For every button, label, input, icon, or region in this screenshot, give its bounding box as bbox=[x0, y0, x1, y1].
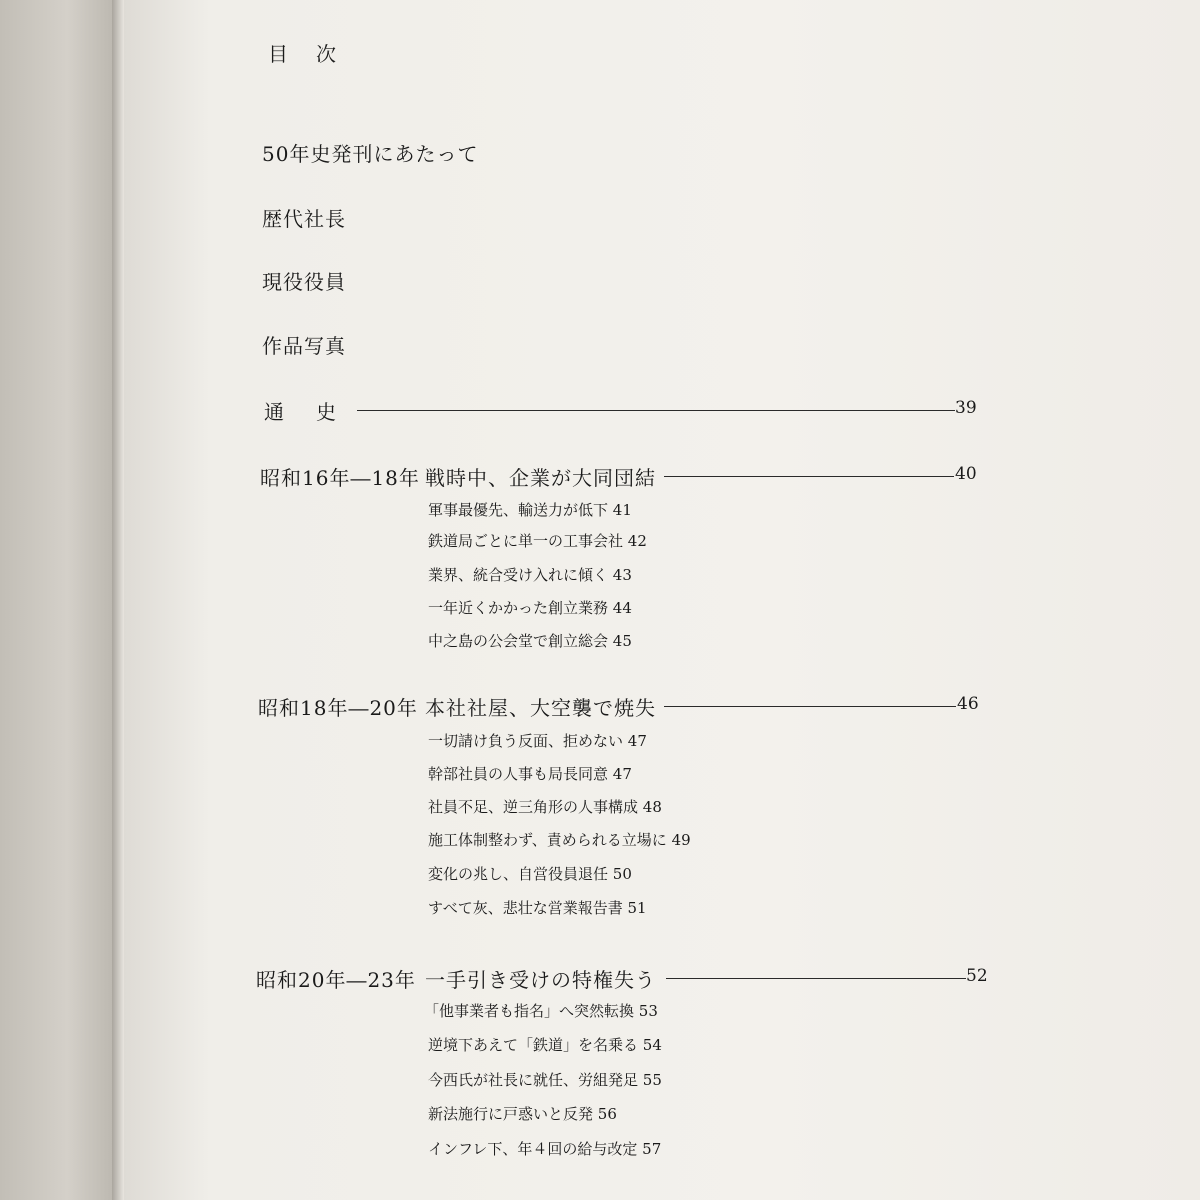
toc-subitem: 中之島の公会堂で創立総会 45 bbox=[428, 632, 632, 650]
toc-subitem: 「他事業者も指名」へ突然転換 53 bbox=[424, 1002, 658, 1020]
chapter-heading: 本社社屋、大空襲で焼失 bbox=[425, 696, 656, 720]
toc-subitem: すべて灰、悲壮な営業報告書 51 bbox=[428, 899, 647, 917]
front-matter-item: 50年史発刊にあたって bbox=[262, 142, 479, 166]
toc-subitem: 施工体制整わず、責められる立場に 49 bbox=[428, 831, 691, 849]
front-matter-item: 現役役員 bbox=[262, 270, 346, 294]
toc-subitem: 変化の兆し、自営役員退任 50 bbox=[428, 865, 632, 883]
leader-line bbox=[664, 476, 954, 477]
toc-subitem: 一切請け負う反面、拒めない 47 bbox=[428, 732, 647, 750]
toc-subitem: 軍事最優先、輸送力が低下 41 bbox=[428, 501, 632, 519]
toc-page bbox=[124, 0, 1200, 1200]
toc-subitem: 業界、統合受け入れに傾く 43 bbox=[428, 566, 632, 584]
leader-line bbox=[664, 706, 956, 707]
chapter-heading: 戦時中、企業が大同団結 bbox=[425, 466, 656, 490]
toc-subitem: 一年近くかかった創立業務 44 bbox=[428, 599, 632, 617]
front-matter-item: 歴代社長 bbox=[262, 207, 346, 231]
chapter-period: 昭和18年―20年 bbox=[258, 696, 418, 720]
toc-subitem: 今西氏が社長に就任、労組発足 55 bbox=[428, 1071, 662, 1089]
page-number: 40 bbox=[955, 464, 977, 484]
tsushi-label: 通 史 bbox=[264, 400, 342, 424]
leader-line bbox=[357, 410, 955, 411]
toc-subitem: 幹部社員の人事も局長同意 47 bbox=[428, 765, 632, 783]
page-number: 52 bbox=[966, 966, 988, 986]
page-title: 目次 bbox=[268, 42, 364, 66]
page-number: 39 bbox=[955, 398, 977, 418]
chapter-heading: 一手引き受けの特権失う bbox=[425, 968, 656, 992]
toc-subitem: インフレ下、年４回の給与改定 57 bbox=[428, 1140, 662, 1158]
toc-subitem: 鉄道局ごとに単一の工事会社 42 bbox=[428, 532, 647, 550]
chapter-period: 昭和16年―18年 bbox=[260, 466, 420, 490]
chapter-period: 昭和20年―23年 bbox=[256, 968, 416, 992]
toc-subitem: 新法施行に戸惑いと反発 56 bbox=[428, 1105, 617, 1123]
book-gutter bbox=[112, 0, 124, 1200]
toc-subitem: 社員不足、逆三角形の人事構成 48 bbox=[428, 798, 662, 816]
front-matter-item: 作品写真 bbox=[262, 334, 346, 358]
leader-line bbox=[666, 978, 966, 979]
book-left-edge bbox=[0, 0, 112, 1200]
page-number: 46 bbox=[957, 694, 979, 714]
toc-subitem: 逆境下あえて「鉄道」を名乗る 54 bbox=[428, 1036, 662, 1054]
